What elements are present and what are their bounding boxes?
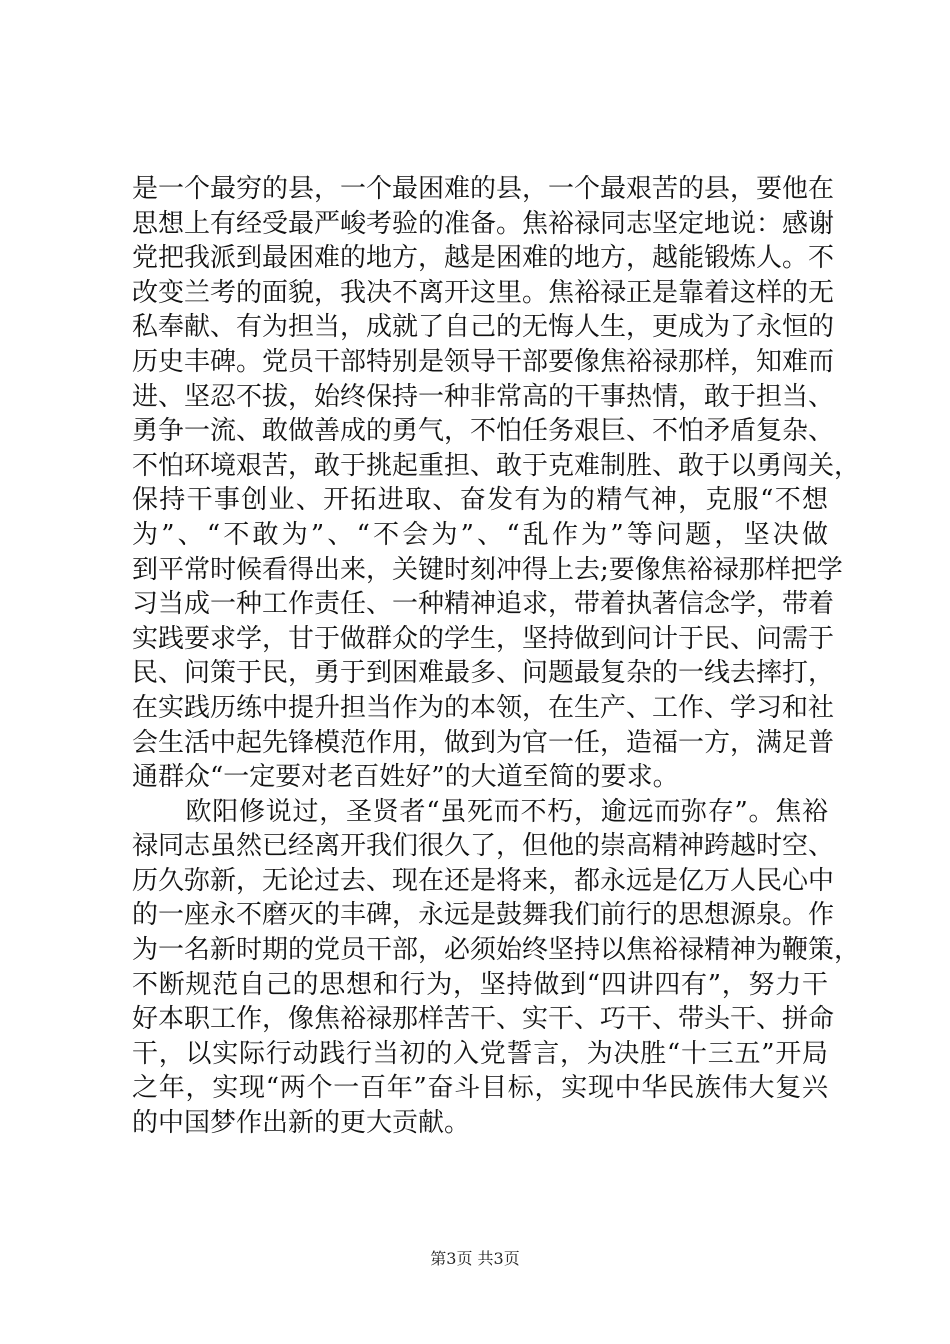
paragraph-2 xyxy=(132,795,861,1141)
text-line: 欧阳修说过，圣贤者“虽死而不朽，逾远而弥存”。焦裕 xyxy=(132,796,828,827)
text-line: 到平常时候看得出来，关键时刻冲得上去;要像焦裕禄那样把学 xyxy=(132,554,843,585)
text-line: 勇争一流、敢做善成的勇气，不怕任务艰巨、不怕矛盾复杂、 xyxy=(132,416,835,447)
text-line: 会生活中起先锋模范作用，做到为官一任，造福一方，满足普 xyxy=(132,727,835,758)
text-line: 不断规范自己的思想和行为，坚持做到“四讲四有”，努力干 xyxy=(132,969,828,1000)
page-footer xyxy=(0,1246,950,1269)
text-line: 历久弥新，无论过去、现在还是将来，都永远是亿万人民心中 xyxy=(132,865,835,896)
text-line: 为一名新时期的党员干部，必须始终坚持以焦裕禄精神为鞭策， xyxy=(132,935,861,966)
document-body xyxy=(132,172,861,1141)
text-line: 私奉献、有为担当，成就了自己的无悔人生，更成为了永恒的 xyxy=(132,312,835,343)
text-line: 禄同志虽然已经离开我们很久了，但他的崇高精神跨越时空、 xyxy=(132,831,835,862)
text-line: 进、坚忍不拔，始终保持一种非常高的干事热情，敢于担当、 xyxy=(132,381,835,412)
text-line: 习当成一种工作责任、一种精神追求，带着执著信念学，带着 xyxy=(132,589,835,620)
text-line: 在实践历练中提升担当作为的本领，在生产、工作、学习和社 xyxy=(132,692,835,723)
text-line: 改变兰考的面貌，我决不离开这里。焦裕禄正是靠着这样的无 xyxy=(132,277,835,308)
text-line: 的中国梦作出新的更大贡献。 xyxy=(132,1108,471,1139)
text-line: 不怕环境艰苦，敢于挑起重担、敢于克难制胜、敢于以勇闯关， xyxy=(132,450,861,481)
text-line: 保持干事创业、开拓进取、奋发有为的精气神，克服“不想 xyxy=(132,485,828,516)
text-line: 的一座永不磨灭的丰碑，永远是鼓舞我们前行的思想源泉。作 xyxy=(132,900,835,931)
text-line: 干，以实际行动践行当初的入党誓言，为决胜“十三五”开局 xyxy=(132,1038,828,1069)
paragraph-1 xyxy=(132,172,861,795)
text-line: 是一个最穷的县，一个最困难的县，一个最艰苦的县，要他在 xyxy=(132,174,835,204)
text-line: 思想上有经受最严峻考验的准备。焦裕禄同志坚定地说：感谢 xyxy=(132,208,835,239)
text-line: 实践要求学，甘于做群众的学生，坚持做到问计于民、问需于 xyxy=(132,623,835,654)
text-line: 之年，实现“两个一百年”奋斗目标，实现中华民族伟大复兴 xyxy=(132,1073,828,1104)
text-line: 好本职工作，像焦裕禄那样苦干、实干、巧干、带头干、拼命 xyxy=(132,1004,835,1035)
text-line: 民、问策于民，勇于到困难最多、问题最复杂的一线去摔打， xyxy=(132,658,835,689)
text-line: 为”、“不敢为”、“不会为”、“乱作为”等问题，坚决做 xyxy=(132,519,828,550)
text-line: 通群众“一定要对老百姓好”的大道至简的要求。 xyxy=(132,762,679,793)
text-line: 历史丰碑。党员干部特别是领导干部要像焦裕禄那样，知难而 xyxy=(132,346,835,377)
text-line: 党把我派到最困难的地方，越是困难的地方，越能锻炼人。不 xyxy=(132,243,835,274)
page-number-label: 第3页 共3页 xyxy=(430,1249,520,1268)
